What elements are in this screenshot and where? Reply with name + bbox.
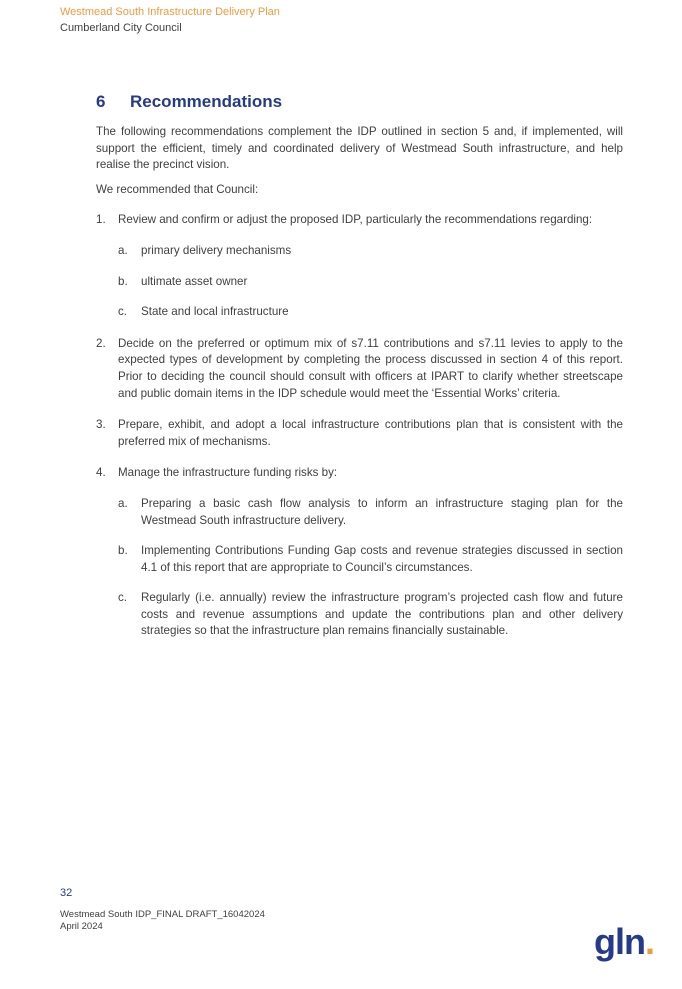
sub-list	[118, 243, 623, 321]
footer-date: April 2024	[60, 921, 103, 932]
list-item-text: Decide on the preferred or optimum mix of s7.11 contributions and s7.11 levies to apply to the expected types of development by completing the process discussed in section 4 of this report. Prior to deciding the council should consult with officers at IPART to clarify whether streetscape and public domain items in the IDP schedule would meet the ‘Essential Works’ criteria.	[118, 336, 623, 400]
sub-item-text: primary delivery mechanisms	[141, 243, 292, 257]
list-item-text: Prepare, exhibit, and adopt a local infrastructure contributions plan that is consistent with the preferred mix of mechanisms.	[118, 418, 623, 448]
sub-list-item	[118, 304, 623, 321]
sub-item-text: ultimate asset owner	[141, 274, 248, 288]
list-item-number: 2.	[96, 336, 106, 350]
sub-item-letter: c.	[118, 305, 128, 319]
logo-dot: .	[644, 921, 654, 962]
sub-item-text: Implementing Contributions Funding Gap costs and revenue strategies discussed in section 4.1 of this report that are appropriate to Council’s circumstances.	[141, 544, 623, 574]
lead-paragraph: We recommended that Council:	[96, 182, 259, 196]
header-document-title: Westmead South Infrastructure Delivery Plan	[60, 6, 280, 18]
main-content	[96, 92, 623, 655]
list-item-number: 4.	[96, 466, 106, 480]
section-heading	[96, 92, 623, 112]
list-item	[96, 212, 623, 320]
list-item-number: 1.	[96, 213, 106, 227]
sub-item-letter: c.	[118, 591, 128, 605]
sub-list-item	[118, 496, 623, 529]
sub-item-letter: b.	[118, 544, 128, 558]
sub-list-item	[118, 590, 623, 640]
logo-wordmark: gln	[594, 921, 645, 962]
sub-list-item	[118, 243, 623, 260]
sub-list-item	[118, 543, 623, 576]
intro-paragraph: The following recommendations complement the IDP outlined in section 5 and, if implemented, will support the efficient, timely and coordinated delivery of Westmead South infrastructure, and help realise the precinct vision.	[96, 125, 623, 172]
sub-list	[118, 496, 623, 640]
section-title: Recommendations	[130, 92, 283, 111]
sub-item-letter: a.	[118, 496, 128, 510]
list-item	[96, 336, 623, 402]
sub-item-text: State and local infrastructure	[141, 305, 289, 319]
section-number: 6	[96, 92, 106, 111]
list-item-text: Manage the infrastructure funding risks by:	[118, 466, 338, 480]
gln-logo	[594, 922, 654, 962]
recommendation-list	[96, 212, 623, 640]
header-client-name: Cumberland City Council	[60, 22, 182, 34]
list-item-number: 3.	[96, 418, 106, 432]
sub-list-item	[118, 274, 623, 291]
list-item	[96, 465, 623, 640]
sub-item-letter: b.	[118, 274, 128, 288]
sub-item-letter: a.	[118, 243, 128, 257]
page-number: 32	[60, 887, 73, 899]
list-item-text: Review and confirm or adjust the proposed IDP, particularly the recommendations regarding:	[118, 213, 593, 227]
sub-item-text: Regularly (i.e. annually) review the infrastructure program’s projected cash flow and future costs and revenue assumptions and update the contributions plan and other delivery strategies so that the infrastructure plan remains financially sustainable.	[141, 591, 623, 638]
footer-document-reference: Westmead South IDP_FINAL DRAFT_16042024	[60, 909, 265, 920]
list-item	[96, 417, 623, 450]
sub-item-text: Preparing a basic cash flow analysis to inform an infrastructure staging plan for the Westmead South infrastructure delivery.	[141, 496, 623, 527]
